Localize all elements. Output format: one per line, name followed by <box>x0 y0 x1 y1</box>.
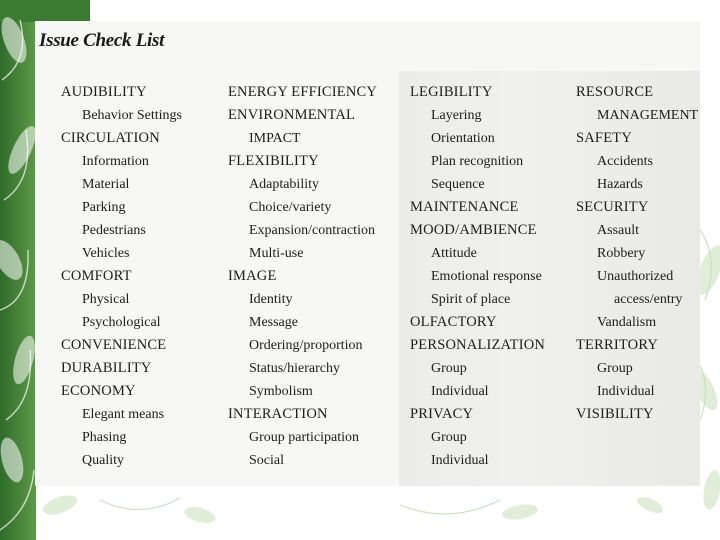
checklist-subitem: Physical <box>82 292 130 307</box>
checklist-subitem: Group <box>597 361 633 376</box>
checklist-subitem: Layering <box>431 108 482 123</box>
checklist-subitem: Pedestrians <box>82 223 146 238</box>
checklist-category: SAFETY <box>576 130 632 146</box>
checklist-subitem: Group <box>431 430 467 445</box>
checklist-category: INTERACTION <box>228 406 328 422</box>
checklist-subitem: access/entry <box>614 292 683 307</box>
checklist-column-3 <box>410 81 545 472</box>
checklist-category: PERSONALIZATION <box>410 337 546 353</box>
checklist-subitem: Symbolism <box>249 384 313 399</box>
checklist-subitem: Vehicles <box>82 246 130 261</box>
checklist-category: MAINTENANCE <box>410 199 519 215</box>
checklist-category: ENERGY EFFICIENCY <box>228 84 378 100</box>
checklist-subitem: Plan recognition <box>431 154 524 169</box>
checklist-category: VISIBILITY <box>576 406 654 422</box>
checklist-category: COMFORT <box>61 268 132 284</box>
checklist-subitem: Multi-use <box>249 246 304 261</box>
checklist-subitem: Material <box>82 177 130 192</box>
page-title: Issue Check List <box>39 30 165 51</box>
checklist-subitem: Attitude <box>431 246 477 261</box>
checklist-subitem: Unauthorized <box>597 269 674 284</box>
checklist-subitem: Identity <box>249 292 293 307</box>
checklist-subitem: IMPACT <box>249 131 301 146</box>
checklist-subitem: Individual <box>431 453 489 468</box>
checklist-category: PRIVACY <box>410 406 474 422</box>
checklist-subitem: MANAGEMENT <box>597 108 699 123</box>
checklist-subitem: Expansion/contraction <box>249 223 375 238</box>
checklist-subitem: Group <box>431 361 467 376</box>
checklist-category: LEGIBILITY <box>410 84 493 100</box>
checklist-subitem: Social <box>249 453 284 468</box>
checklist-category: ECONOMY <box>61 383 136 399</box>
checklist-subitem: Elegant means <box>82 407 165 422</box>
checklist-subitem: Individual <box>597 384 655 399</box>
checklist-category: TERRITORY <box>576 337 659 353</box>
checklist-subitem: Sequence <box>431 177 485 192</box>
checklist-subitem: Vandalism <box>597 315 657 330</box>
checklist-subitem: Ordering/proportion <box>249 338 363 353</box>
checklist-subitem: Adaptability <box>249 177 319 192</box>
checklist-subitem: Information <box>82 154 149 169</box>
checklist-subitem: Message <box>249 315 298 330</box>
checklist-column-4 <box>576 81 698 426</box>
checklist-category: FLEXIBILITY <box>228 153 319 169</box>
checklist-category: MOOD/AMBIENCE <box>410 222 537 238</box>
checklist-subitem: Robbery <box>597 246 646 261</box>
checklist-subitem: Orientation <box>431 131 495 146</box>
checklist-category: ENVIRONMENTAL <box>228 107 356 123</box>
checklist-subitem: Phasing <box>82 430 127 445</box>
checklist-subitem: Status/hierarchy <box>249 361 340 376</box>
checklist-subitem: Psychological <box>82 315 161 330</box>
checklist-subitem: Choice/variety <box>249 200 332 215</box>
checklist-subitem: Hazards <box>597 177 643 192</box>
checklist-category: RESOURCE <box>576 84 654 100</box>
checklist-category: CIRCULATION <box>61 130 160 146</box>
checklist-subitem: Quality <box>82 453 124 468</box>
checklist-subitem: Accidents <box>597 154 653 169</box>
checklist-subitem: Parking <box>82 200 126 215</box>
checklist-column-2 <box>228 81 377 472</box>
checklist-subitem: Emotional response <box>431 269 542 284</box>
checklist-subitem: Individual <box>431 384 489 399</box>
checklist-category: SECURITY <box>576 199 649 215</box>
checklist-subitem: Behavior Settings <box>82 108 182 123</box>
checklist-category: AUDIBILITY <box>61 84 147 100</box>
scanned-checklist-page <box>35 21 700 486</box>
checklist-subitem: Assault <box>597 223 639 238</box>
checklist-category: CONVENIENCE <box>61 337 167 353</box>
checklist-category: IMAGE <box>228 268 277 284</box>
checklist-subitem: Group participation <box>249 430 360 445</box>
checklist-category: DURABILITY <box>61 360 152 376</box>
checklist-category: OLFACTORY <box>410 314 497 330</box>
checklist-column-1 <box>61 81 182 472</box>
checklist-subitem: Spirit of place <box>431 292 511 307</box>
